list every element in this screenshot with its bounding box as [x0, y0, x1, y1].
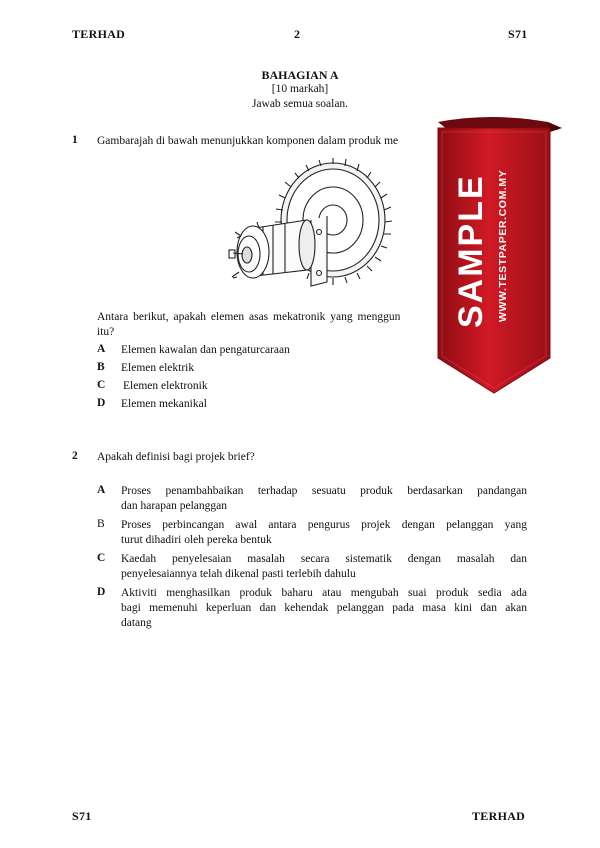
option-line: dan harapan pelanggan	[121, 500, 228, 512]
question-2-option-a	[97, 484, 527, 518]
option-letter: D	[97, 586, 106, 598]
option-line: turut dihadiri oleh pereka bentuk	[121, 534, 272, 546]
section-marks: [10 markah]	[271, 83, 329, 95]
question-2-options	[97, 484, 527, 636]
footer-right: TERHAD	[472, 809, 526, 823]
option-text: Elemen elektrik	[121, 362, 195, 374]
option-line: datang	[121, 617, 152, 629]
option-letter: C	[97, 379, 106, 391]
option-line: Kaedah penyelesaian masalah secara sistematik dengan masalah dan	[121, 553, 527, 565]
section-instruction: Jawab semua soalan.	[251, 98, 349, 110]
option-text: Elemen kawalan dan pengaturcaraan	[121, 344, 290, 356]
option-letter: A	[97, 484, 106, 496]
option-letter: C	[97, 552, 106, 564]
sample-ribbon-watermark	[430, 108, 570, 398]
ribbon-main-text: SAMPLE	[452, 174, 490, 328]
option-text	[121, 586, 527, 631]
question-2-option-b	[97, 518, 527, 552]
option-line: Proses perbincangan awal antara pengurus projek dengan pelanggan yang	[121, 519, 527, 531]
option-letter: D	[97, 397, 106, 409]
option-text	[121, 484, 527, 514]
header-left: TERHAD	[72, 27, 126, 41]
option-text	[121, 552, 527, 582]
section-title: BAHAGIAN A	[261, 68, 339, 82]
gear-motor-illustration	[215, 158, 405, 303]
question-2-option-c	[97, 552, 527, 586]
option-line: Aktiviti menghasilkan produk baharu atau mengubah suai produk sedia ada	[121, 587, 527, 599]
ribbon-sub-text: WWW.TESTPAPER.COM.MY	[497, 169, 509, 322]
option-text: Elemen elektronik	[123, 380, 208, 392]
option-line: bagi memenuhi keperluan dan kehendak pelanggan pada masa kini dan akan	[121, 602, 527, 614]
question-1-followup-line2: itu?	[97, 326, 115, 338]
page-number: 2	[294, 27, 301, 41]
header-right: S71	[508, 27, 528, 41]
option-line: penyelesaiannya telah dikenal pasti terlebih dahulu	[121, 568, 356, 580]
question-2-stem: Apakah definisi bagi projek brief?	[97, 451, 255, 463]
option-letter: B	[97, 518, 105, 530]
footer-left: S71	[72, 809, 92, 823]
section-heading	[0, 68, 600, 112]
question-1-number: 1	[72, 134, 78, 146]
option-text	[121, 518, 527, 548]
question-1-stem: Gambarajah di bawah menunjukkan komponen dalam produk me	[97, 135, 399, 147]
question-2-option-d	[97, 586, 527, 636]
option-letter: A	[97, 343, 106, 355]
option-letter: B	[97, 361, 105, 373]
question-1-followup-line1: Antara berikut, apakah elemen asas mekatronik yang menggun	[97, 311, 401, 323]
question-2-number: 2	[72, 450, 78, 462]
option-line: Proses penambahbaikan terhadap sesuatu produk berdasarkan pandangan	[121, 485, 527, 497]
option-text: Elemen mekanikal	[121, 398, 207, 410]
